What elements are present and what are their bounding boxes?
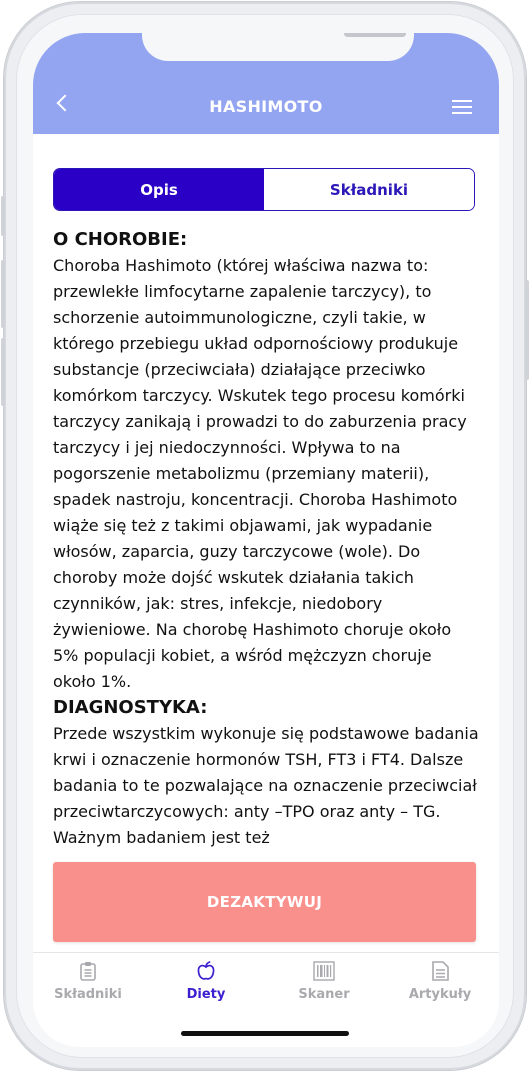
document-icon bbox=[431, 961, 449, 981]
nav-label: Artykuły bbox=[408, 987, 472, 1002]
phone-notch bbox=[142, 33, 414, 61]
barcode-icon bbox=[313, 961, 335, 981]
clipboard-icon bbox=[80, 961, 96, 981]
description-content[interactable] bbox=[53, 227, 479, 861]
phone-side-button bbox=[1, 260, 5, 328]
phone-speaker bbox=[344, 33, 406, 37]
tab-bar bbox=[53, 168, 475, 211]
nav-label: Składniki bbox=[54, 987, 122, 1002]
phone-power-button bbox=[525, 280, 529, 380]
app-screen bbox=[33, 33, 499, 1047]
nav-label: Skaner bbox=[298, 987, 350, 1002]
nav-label: Diety bbox=[186, 987, 226, 1002]
hamburger-menu-icon[interactable] bbox=[452, 100, 472, 115]
phone-side-button bbox=[1, 196, 5, 236]
deactivate-button[interactable]: DEZAKTYWUJ bbox=[53, 862, 476, 942]
nav-item-skaner[interactable] bbox=[269, 961, 379, 1002]
section-text-diagnostics: Przede wszystkim wykonuje się podstawowe badania krwi i oznaczenie hormonów TSH, FT3 i FT4. Dalsze badania to te pozwalające na oznaczenie przeciwciał przeciwtarczycowych: anty –TPO oraz anty – TG. Ważnym badaniem jest też bbox=[53, 724, 479, 847]
nav-item-diety[interactable] bbox=[151, 961, 261, 1002]
tab-opis[interactable]: Opis bbox=[54, 169, 264, 210]
page-title: HASHIMOTO bbox=[209, 97, 323, 116]
bottom-navigation bbox=[33, 952, 499, 1013]
apple-icon bbox=[197, 961, 215, 981]
tab-skladniki[interactable]: Składniki bbox=[264, 169, 474, 210]
section-text-about: Choroba Hashimoto (której właściwa nazwa to: przewlekłe limfocytarne zapalenie tarczycy), to schorzenie autoimmunologiczne, czyli takie, w którego przebiegu układ odpornościowy produkuje substancje (przeciwciała) działające przeciwko komórkom tarczycy. Wskutek tego procesu komórki tarczycy zanikają i prowadzi to do zaburzenia pracy tarczycy i jej niedoczynności. Wpływa to na pogorszenie metabolizmu (przemiany materii), spadek nastroju, koncentracji. Choroba Hashimoto wiąże się też z takimi objawami, jak wypadanie włosów, zaparcia, guzy tarczycowe (wole). Do choroby może dojść wskutek działania takich czynników, jak: stres, infekcje, niedobory żywieniowe. Na chorobę Hashimoto choruje około 5% populacji kobiet, a wśród mężczyzn choruje około 1%. bbox=[53, 256, 467, 691]
section-heading-diagnostics: DIAGNOSTYKA: bbox=[53, 697, 208, 718]
phone-side-button bbox=[1, 338, 5, 406]
nav-item-artykuly[interactable] bbox=[385, 961, 495, 1002]
home-indicator[interactable] bbox=[181, 1031, 349, 1036]
nav-item-skladniki[interactable] bbox=[33, 961, 143, 1002]
section-heading-about: O CHOROBIE: bbox=[53, 229, 188, 250]
